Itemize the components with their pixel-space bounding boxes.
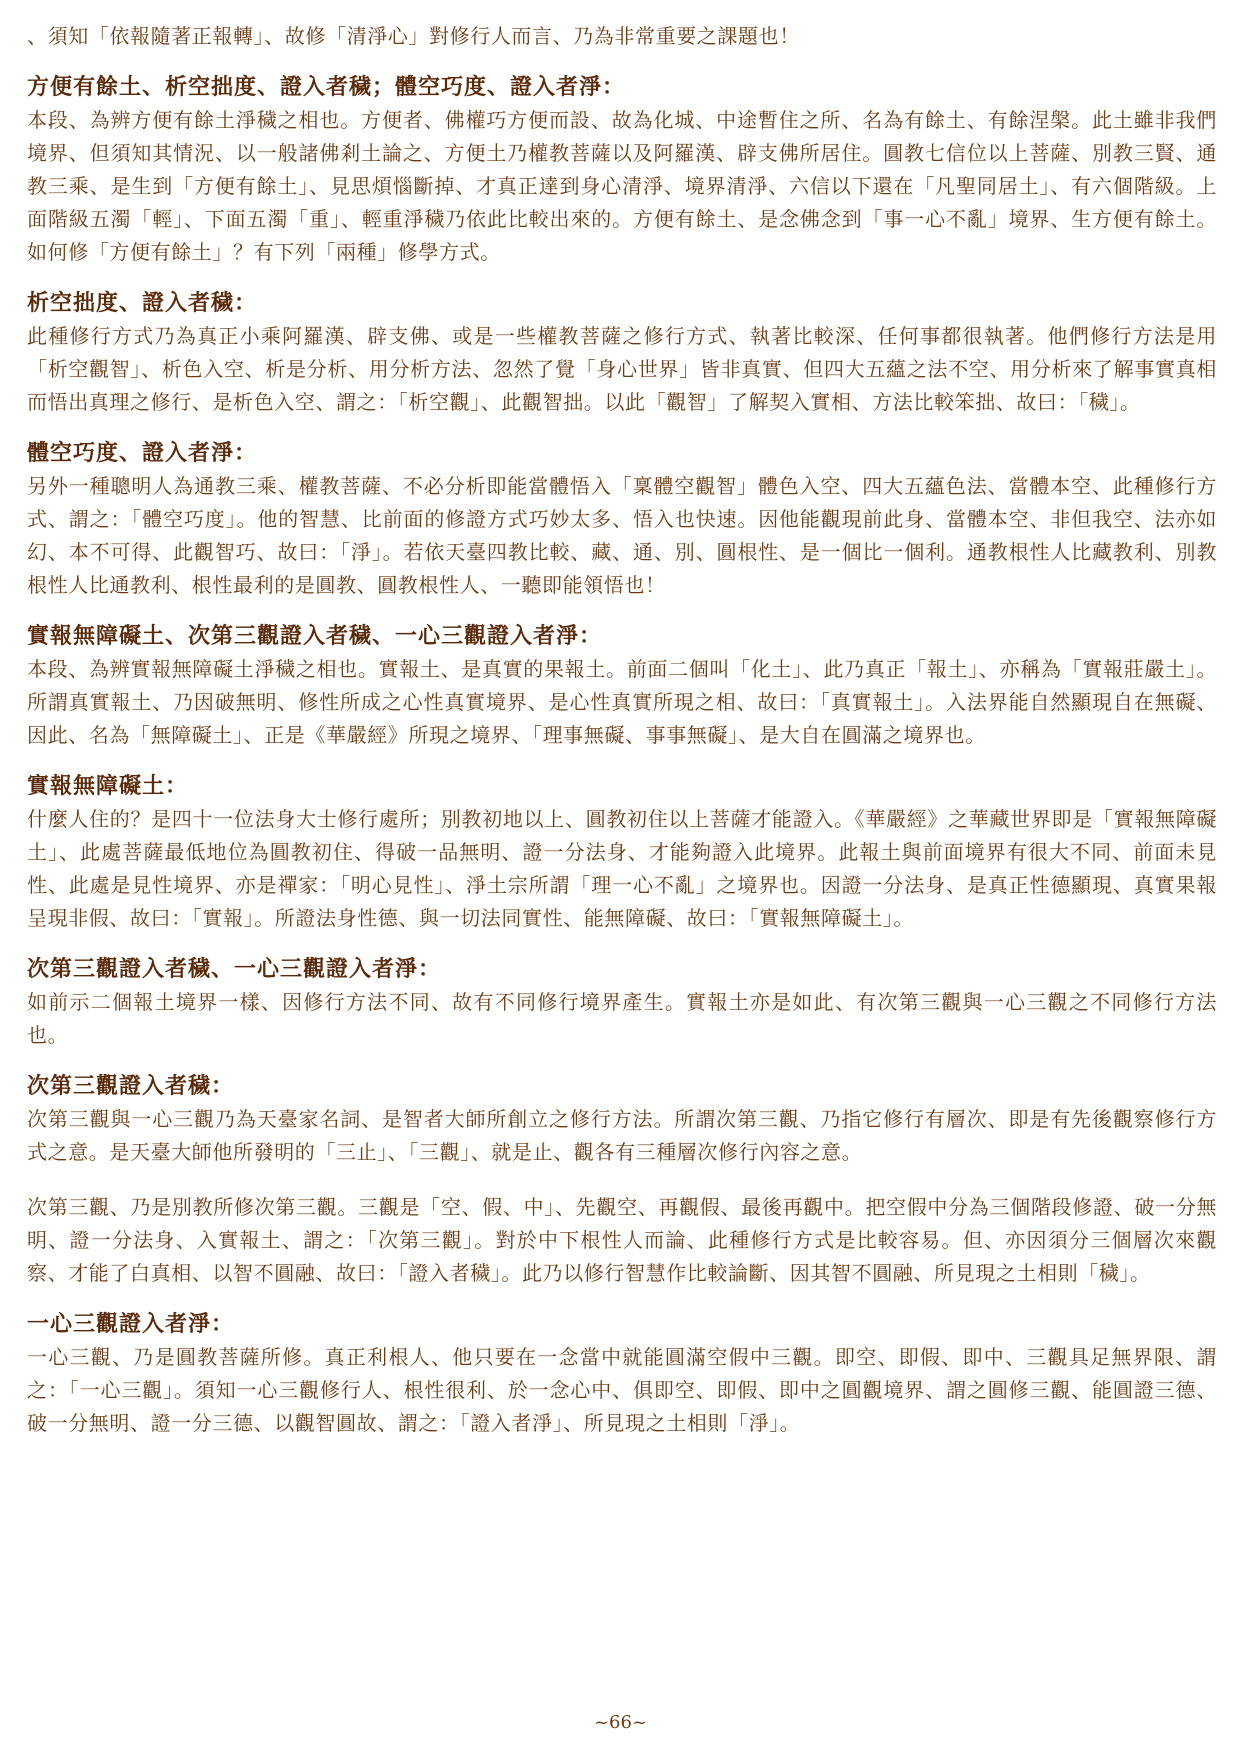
page-number: ~66~	[593, 1712, 648, 1733]
section-paragraph: 本段、為辨實報無障礙土淨穢之相也。實報土、是真實的果報土。前面二個叫「化土」、此乃真正「報土」、亦稱為「實報莊嚴土」。所謂真實報土、乃因破無明、修性所成之心性真實境界、是心性真實所現之相、故曰：「真實報土」。入法界能自然顯現自在無礙、因此、名為「無障礙土」、正是《華嚴經》所現之境界、「理事無礙、事事無礙」、是大自在圓滿之境界也。	[27, 657, 1217, 747]
intro-line: 、須知「依報隨著正報轉」、故修「清淨心」對修行人而言、乃為非常重要之課題也！	[27, 24, 800, 48]
section-heading: 一心三觀證入者淨：	[27, 1311, 235, 1337]
section-xikong	[27, 287, 1217, 419]
section-cidi-sanguan	[27, 1070, 1217, 1290]
section-heading: 次第三觀證入者穢、一心三觀證入者淨：	[27, 956, 442, 982]
section-paragraph: 本段、為辨方便有餘土淨穢之相也。方便者、佛權巧方便而設、故為化城、中途暫住之所、名為有餘土、有餘涅槃。此土雖非我們境界、但須知其情況、以一般諸佛剎土論之、方便土乃權教菩薩以及阿羅漢、辟支佛所居住。圓教七信位以上菩薩、別教三賢、通教三乘、是生到「方便有餘土」、見思煩惱斷掉、才真正達到身心清淨、境界清淨、六信以下還在「凡聖同居土」、有六個階級。上面階級五濁「輕」、下面五濁「重」、輕重淨穢乃依此比較出來的。方便有餘土、是念佛念到「事一心不亂」境界、生方便有餘土。如何修「方便有餘土」？有下列「兩種」修學方式。	[27, 108, 1217, 264]
section-paragraph: 此種修行方式乃為真正小乘阿羅漢、辟支佛、或是一些權教菩薩之修行方式、執著比較深、任何事都很執著。他們修行方法是用「析空觀智」、析色入空、析是分析、用分析方法、忽然了覺「身心世界」皆非真實、但四大五蘊之法不空、用分析來了解事實真相而悟出真理之修行、是析色入空、謂之：「析空觀」、此觀智拙。以此「觀智」了解契入實相、方法比較笨拙、故曰：「穢」。	[27, 324, 1217, 414]
section-heading: 實報無障礙土：	[27, 773, 189, 799]
section-heading: 析空拙度、證入者穢：	[27, 290, 258, 316]
section-paragraph: 如前示二個報土境界一樣、因修行方法不同、故有不同修行境界產生。實報土亦是如此、有次第三觀與一心三觀之不同修行方法也。	[27, 990, 1217, 1047]
section-paragraph: 一心三觀、乃是圓教菩薩所修。真正利根人、他只要在一念當中就能圓滿空假中三觀。即空、即假、即中、三觀具足無界限、謂之：「一心三觀」。須知一心三觀修行人、根性很利、於一念心中、俱即空、即假、即中之圓觀境界、謂之圓修三觀、能圓證三德、破一分無明、證一分三德、以觀智圓故、謂之：「證入者淨」、所見現之土相則「淨」。	[27, 1345, 1217, 1435]
section-fangbian	[27, 71, 1217, 269]
section-heading: 實報無障礙土、次第三觀證入者穢、一心三觀證入者淨：	[27, 623, 603, 649]
section-heading: 次第三觀證入者穢：	[27, 1073, 235, 1099]
section-paragraph: 另外一種聰明人為通教三乘、權教菩薩、不必分析即能當體悟入「稟體空觀智」體色入空、四大五蘊色法、當體本空、此種修行方式、謂之：「體空巧度」。他的智慧、比前面的修證方式巧妙太多、悟入也快速。因他能觀現前此身、當體本空、非但我空、法亦如幻、本不可得、此觀智巧、故曰：「淨」。若依天臺四教比較、藏、通、別、圓根性、是一個比一個利。通教根性人比藏教利、別教根性人比通教利、根性最利的是圓教、圓教根性人、一聽即能領悟也！	[27, 474, 1217, 597]
section-sanguan-overview	[27, 953, 1217, 1052]
section-paragraph: 什麼人住的？是四十一位法身大士修行處所；別教初地以上、圓教初住以上菩薩才能證入。《華嚴經》之華藏世界即是「實報無障礙土」、此處菩薩最低地位為圓教初住、得破一品無明、證一分法身、才能夠證入此境界。此報土與前面境界有很大不同、前面未見性、此處是見性境界、亦是禪家：「明心見性」、淨土宗所謂「理一心不亂」之境界也。因證一分法身、是真正性德顯現、真實果報呈現非假、故曰：「實報」。所證法身性德、與一切法同實性、能無障礙、故曰：「實報無障礙土」。	[27, 807, 1217, 930]
section-yixin-sanguan	[27, 1308, 1217, 1440]
document-page	[27, 20, 1217, 1440]
section-shibao	[27, 770, 1217, 935]
section-paragraph: 次第三觀、乃是別教所修次第三觀。三觀是「空、假、中」、先觀空、再觀假、最後再觀中。把空假中分為三個階段修證、破一分無明、證一分法身、入實報土、謂之：「次第三觀」。對於中下根性人而論、此種修行方式是比較容易。但、亦因須分三個層次來觀察、才能了白真相、以智不圓融、故曰：「證入者穢」。此乃以修行智慧作比較論斷、因其智不圓融、所見現之土相則「穢」。	[27, 1195, 1217, 1285]
section-tikong	[27, 437, 1217, 602]
section-heading: 方便有餘土、析空拙度、證入者穢；體空巧度、證入者淨：	[27, 74, 626, 100]
section-shibao-overview	[27, 620, 1217, 752]
section-paragraph: 次第三觀與一心三觀乃為天臺家名詞、是智者大師所創立之修行方法。所謂次第三觀、乃指它修行有層次、即是有先後觀察修行方式之意。是天臺大師他所發明的「三止」、「三觀」、就是止、觀各有三種層次修行內容之意。	[27, 1107, 1217, 1164]
section-heading: 體空巧度、證入者淨：	[27, 440, 258, 466]
